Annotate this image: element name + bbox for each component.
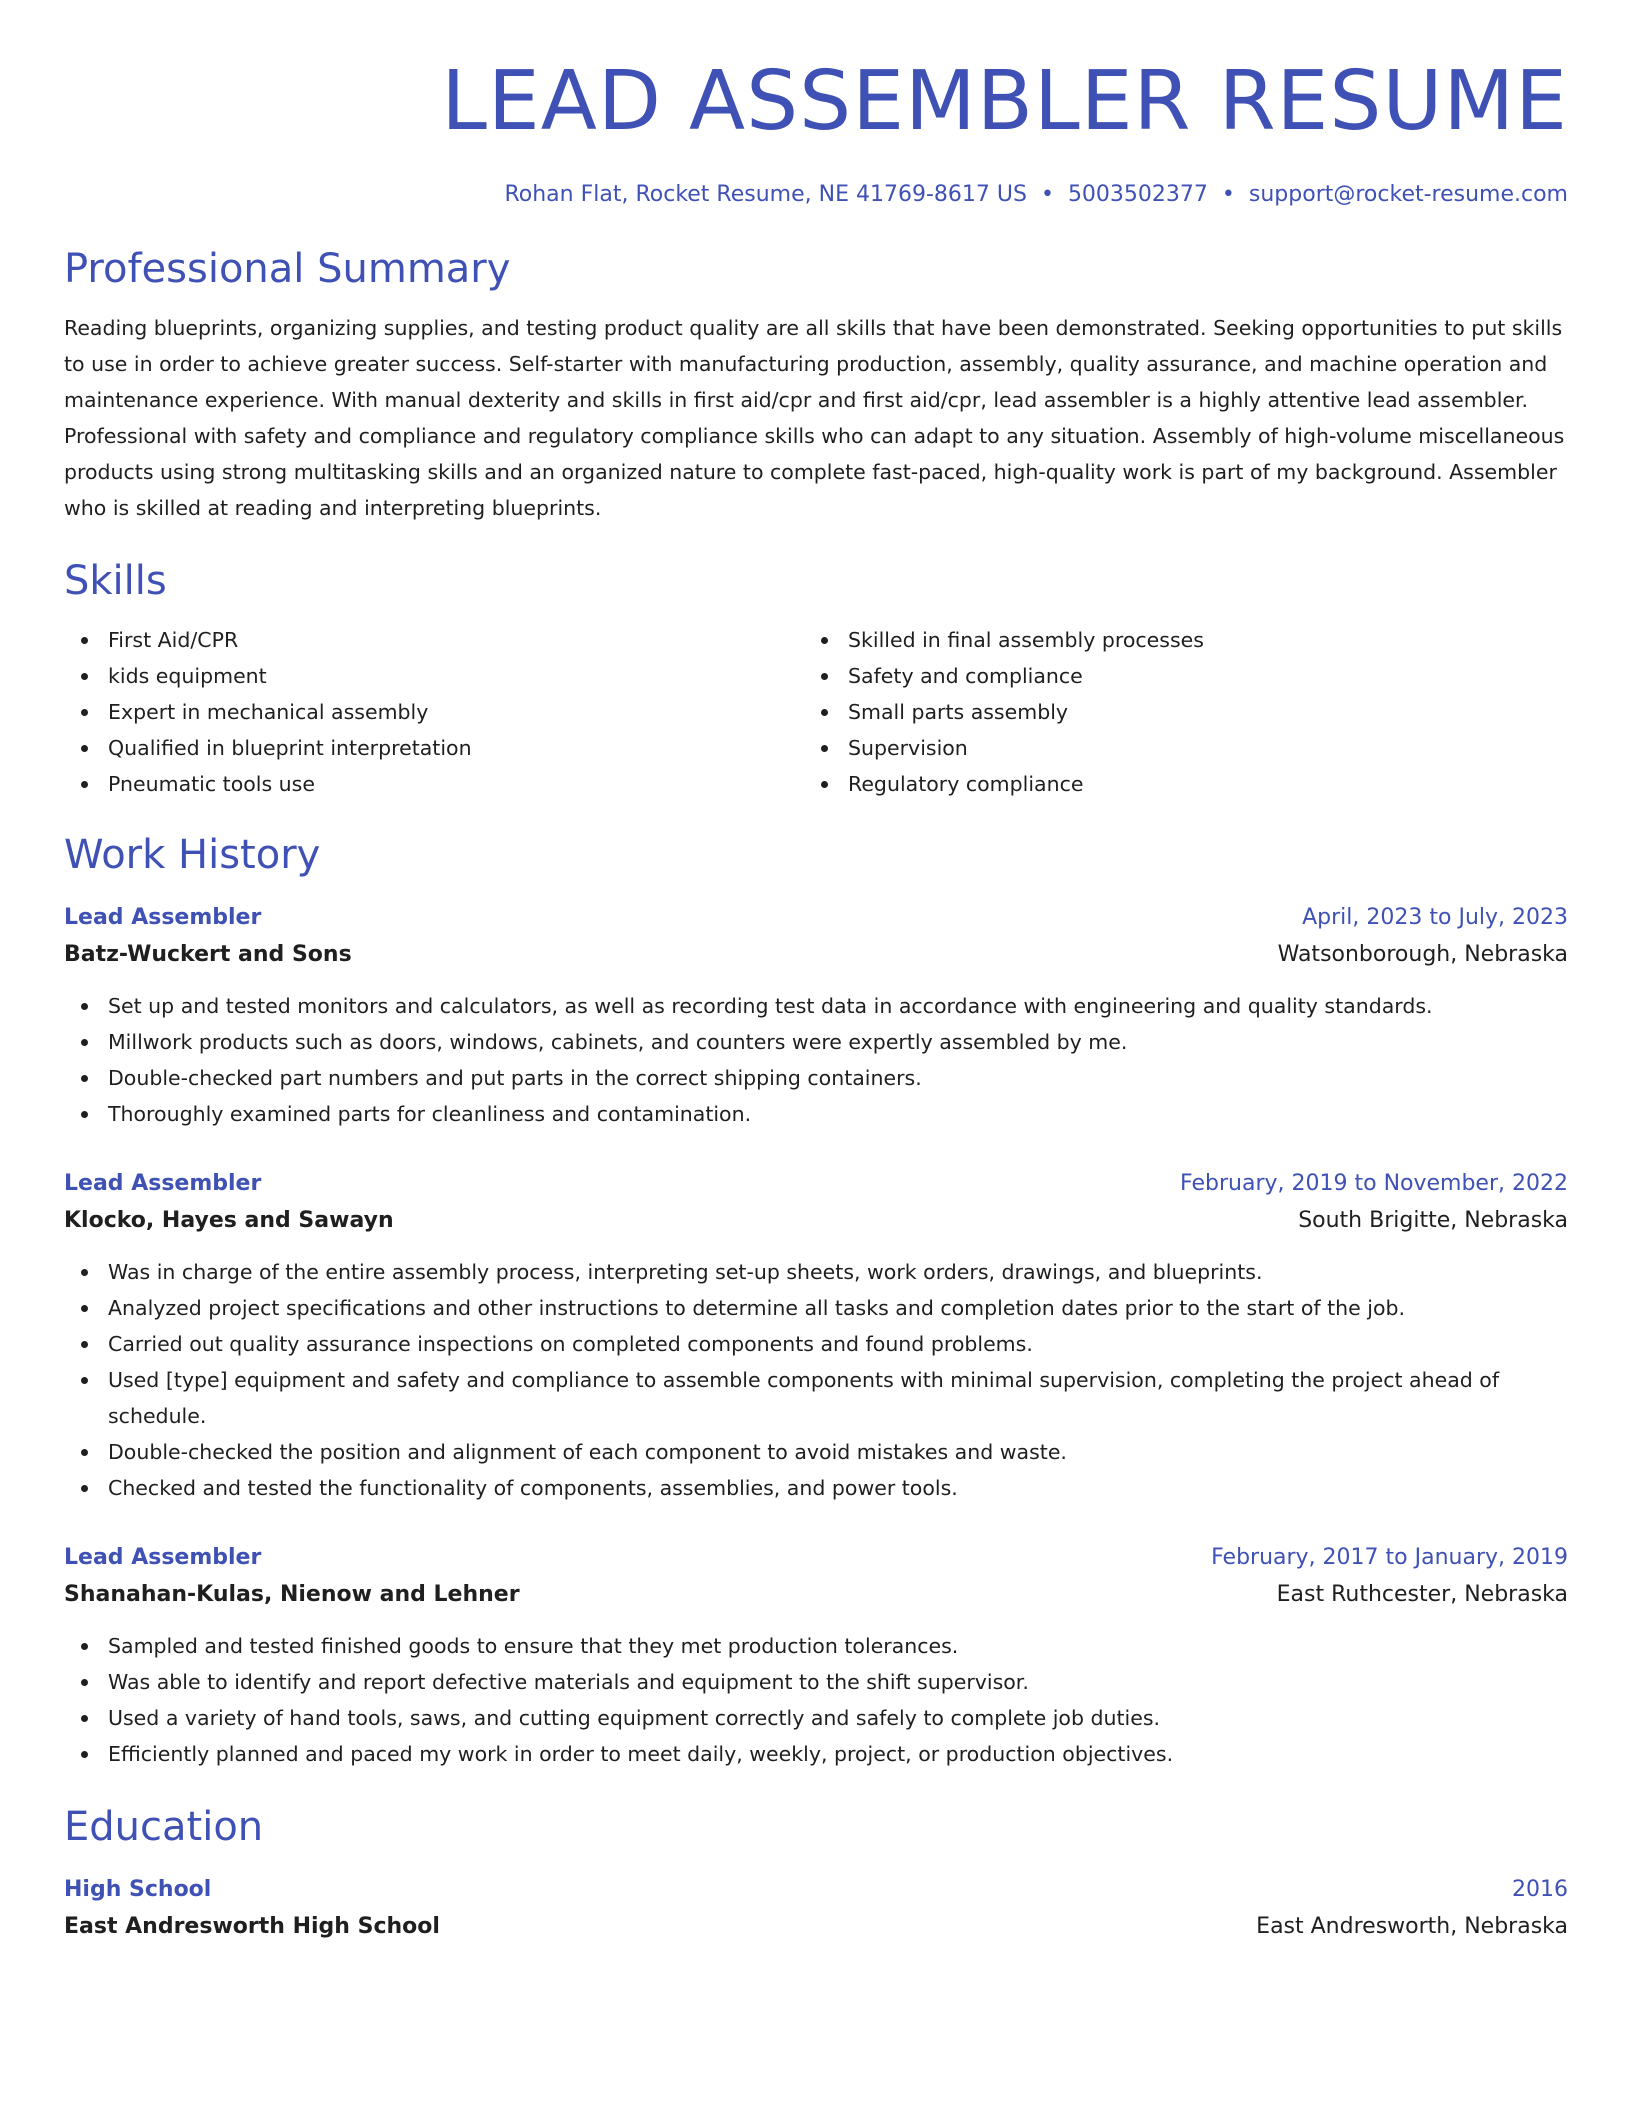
skill-item: Qualified in blueprint interpretation	[64, 730, 804, 766]
skill-item: Expert in mechanical assembly	[64, 694, 804, 730]
skill-item: Regulatory compliance	[804, 766, 1544, 802]
skills-list-right	[804, 622, 1544, 802]
education-entry	[64, 1872, 1568, 1946]
skill-item: Supervision	[804, 730, 1544, 766]
job-duties	[64, 1254, 1568, 1506]
job-duty-item: Was able to identify and report defective materials and equipment to the shift supervisor.	[64, 1664, 1568, 1700]
contact-separator: •	[1040, 182, 1054, 207]
job-duty-item: Sampled and tested finished goods to ensure that they met production tolerances.	[64, 1628, 1568, 1664]
skills-list-left	[64, 622, 804, 802]
job-title: Lead Assembler	[64, 1171, 262, 1196]
job-duty-item: Set up and tested monitors and calculators, as well as recording test data in accordance with engineering and quality standards.	[64, 988, 1568, 1024]
job-employer-row	[64, 936, 1568, 974]
job-duty-item: Double-checked part numbers and put parts in the correct shipping containers.	[64, 1060, 1568, 1096]
job-duty-item: Was in charge of the entire assembly process, interpreting set-up sheets, work orders, drawings, and blueprints.	[64, 1254, 1568, 1290]
job-title: Lead Assembler	[64, 905, 262, 930]
job-duty-item: Used [type] equipment and safety and compliance to assemble components with minimal supervision, completing the project ahead of schedule.	[64, 1362, 1568, 1434]
job-header-row	[64, 1166, 1568, 1202]
skill-item: Small parts assembly	[804, 694, 1544, 730]
job-duty-item: Millwork products such as doors, windows, cabinets, and counters were expertly assembled by me.	[64, 1024, 1568, 1060]
job-employer-row	[64, 1576, 1568, 1614]
job-dates: April, 2023 to July, 2023	[1302, 905, 1568, 930]
skills-heading: Skills	[64, 558, 167, 604]
skill-item: Safety and compliance	[804, 658, 1544, 694]
contact-email: support@rocket-resume.com	[1248, 182, 1568, 207]
job-duty-item: Thoroughly examined parts for cleanliness and contamination.	[64, 1096, 1568, 1132]
job-location: East Ruthcester, Nebraska	[1276, 1582, 1568, 1607]
education-location: East Andresworth, Nebraska	[1256, 1914, 1568, 1939]
job-location: South Brigitte, Nebraska	[1298, 1208, 1568, 1233]
job-entry	[64, 900, 1568, 1132]
resume-title: LEAD ASSEMBLER RESUME	[441, 54, 1568, 149]
skill-item: kids equipment	[64, 658, 804, 694]
job-duty-item: Checked and tested the functionality of components, assemblies, and power tools.	[64, 1470, 1568, 1506]
contact-address: Rohan Flat, Rocket Resume, NE 41769-8617 US	[504, 182, 1027, 207]
job-duty-item: Efficiently planned and paced my work in order to meet daily, weekly, project, or production objectives.	[64, 1736, 1568, 1772]
job-duty-item: Double-checked the position and alignment of each component to avoid mistakes and waste.	[64, 1434, 1568, 1470]
education-school: East Andresworth High School	[64, 1914, 440, 1939]
summary-heading: Professional Summary	[64, 246, 511, 292]
job-entry	[64, 1166, 1568, 1506]
job-duty-item: Analyzed project specifications and other instructions to determine all tasks and completion dates prior to the start of the job.	[64, 1290, 1568, 1326]
job-title: Lead Assembler	[64, 1545, 262, 1570]
job-company: Klocko, Hayes and Sawayn	[64, 1208, 394, 1233]
job-company: Batz-Wuckert and Sons	[64, 942, 352, 967]
education-heading: Education	[64, 1804, 264, 1850]
skill-item: Pneumatic tools use	[64, 766, 804, 802]
contact-separator: •	[1221, 182, 1235, 207]
education-header-row	[64, 1872, 1568, 1908]
education-degree: High School	[64, 1877, 212, 1902]
job-entry	[64, 1540, 1568, 1772]
work-history-heading: Work History	[64, 832, 321, 878]
job-dates: February, 2019 to November, 2022	[1180, 1171, 1568, 1196]
job-location: Watsonborough, Nebraska	[1277, 942, 1568, 967]
job-dates: February, 2017 to January, 2019	[1211, 1545, 1568, 1570]
job-header-row	[64, 1540, 1568, 1576]
job-employer-row	[64, 1202, 1568, 1240]
contact-line	[64, 180, 1568, 210]
job-duties	[64, 1628, 1568, 1772]
education-school-row	[64, 1908, 1568, 1946]
job-company: Shanahan-Kulas, Nienow and Lehner	[64, 1582, 520, 1607]
contact-phone: 5003502377	[1067, 182, 1208, 207]
skill-item: First Aid/CPR	[64, 622, 804, 658]
education-year: 2016	[1512, 1877, 1568, 1902]
job-duty-item: Carried out quality assurance inspections on completed components and found problems.	[64, 1326, 1568, 1362]
summary-text: Reading blueprints, organizing supplies, and testing product quality are all skills that have been demonstrated. Seeking opportunities to put skills to use in order to achieve greater success. Self-starter with manufacturing production, assembly, quality assurance, and machine operation and maintenance experience. With manual dexterity and skills in first aid/cpr and first aid/cpr, lead assembler is a highly attentive lead assembler. Professional with safety and compliance and regulatory compliance skills who can adapt to any situation. Assembly of high-volume miscellaneous products using strong multitasking skills and an organized nature to complete fast-paced, high-quality work is part of my background. Assembler who is skilled at reading and interpreting blueprints.	[64, 316, 1565, 520]
job-duty-item: Used a variety of hand tools, saws, and cutting equipment correctly and safely to complete job duties.	[64, 1700, 1568, 1736]
job-duties	[64, 988, 1568, 1132]
job-header-row	[64, 900, 1568, 936]
skills-grid	[64, 622, 1568, 802]
skill-item: Skilled in final assembly processes	[804, 622, 1544, 658]
